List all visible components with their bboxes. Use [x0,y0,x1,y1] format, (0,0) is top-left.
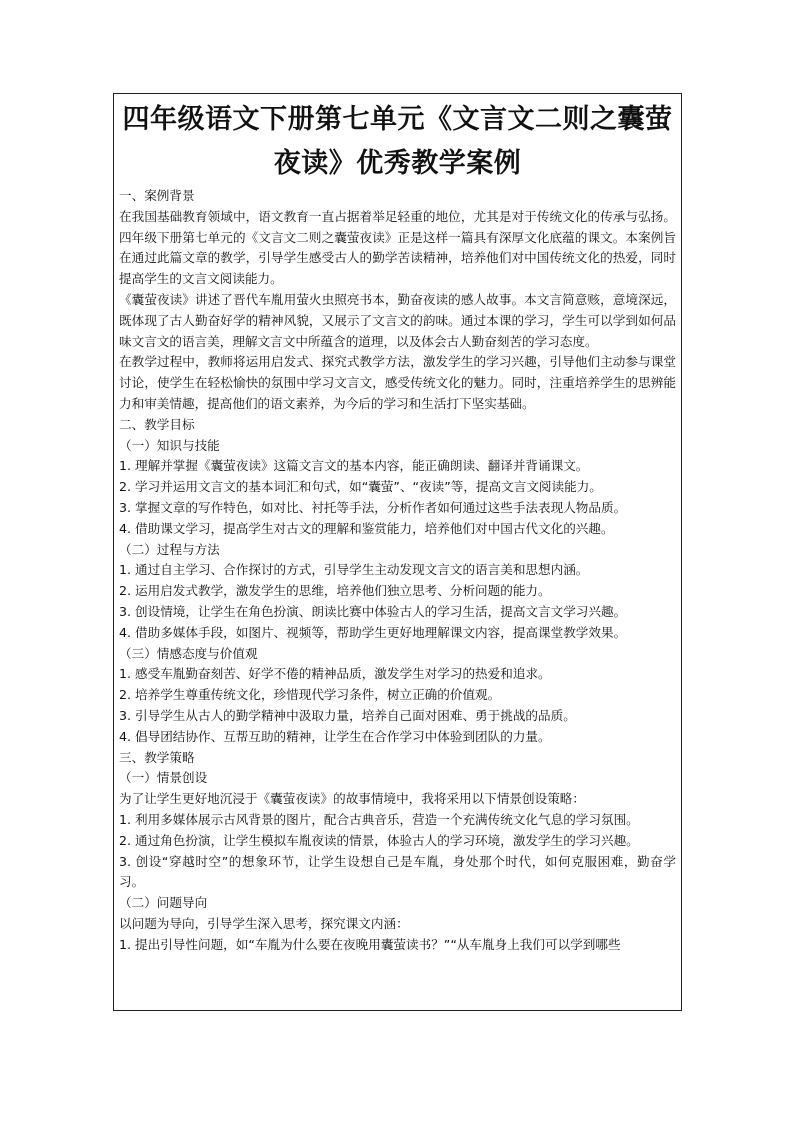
list-item: 3. 掌握文章的写作特色，如对比、衬托等手法，分析作者如何通过这些手法表现人物品质。 [119,499,627,515]
paragraph: 在教学过程中，教师将运用启发式、探究式教学方法，激发学生的学习兴趣，引导他们主动参与课堂讨论，使学生在轻松愉快的氛围中学习文言文，感受传统文化的魅力。同时，注重培养学生的思辨能力和审美情趣，提高他们的语文素养，为今后的学习和生活打下坚实基础。 [119,354,676,411]
list-item: 4. 倡导团结协作、互帮互助的精神，让学生在合作学习中体验到团队的力量。 [119,728,551,744]
subsection-heading: （一）情景创设 [119,770,208,786]
list-item: 2. 运用启发式教学，激发学生的思维，培养他们独立思考、分析问题的能力。 [119,583,551,599]
list-item: 3. 创设“穿越时空”的想象环节，让学生设想自己是车胤，身处那个时代，如何克服困难，勤奋学习。 [119,853,676,890]
list-item: 1. 理解并掌握《囊萤夜读》这篇文言文的基本内容，能正确朗读、翻译并背诵课文。 [119,458,589,474]
document-body [114,186,681,955]
list-item: 2. 通过角色扮演，让学生模拟车胤夜读的情景，体验古人的学习环境，激发学生的学习兴趣。 [119,832,639,848]
subsection-heading: （三）情感态度与价值观 [119,645,258,661]
list-item: 3. 创设情境，让学生在角色扮演、朗读比赛中体验古人的学习生活，提高文言文学习兴趣。 [119,603,627,619]
section-heading: 一、案例背景 [119,188,195,203]
list-item: 1. 提出引导性问题，如“车胤为什么要在夜晚用囊萤读书？”“从车胤身上我们可以学到哪些 [119,936,621,952]
list-item: 4. 借助课文学习，提高学生对古文的理解和鉴赏能力，培养他们对中国古代文化的兴趣。 [119,520,614,536]
document-title: 四年级语文下册第七单元《文言文二则之囊萤夜读》优秀教学案例 [122,104,673,179]
section-heading: 三、教学策略 [119,749,195,765]
subsection-heading: （二）过程与方法 [119,541,220,557]
list-item: 1. 感受车胤勤奋刻苦、好学不倦的精神品质，激发学生对学习的热爱和追求。 [119,666,551,682]
paragraph: 《囊萤夜读》讲述了晋代车胤用萤火虫照亮书本，勤奋夜读的感人故事。本文言简意赅，意境深远，既体现了古人勤奋好学的精神风貌，又展示了文言文的韵味。通过本课的学习，学生可以学到如何品味文言文的语言美，理解文言文中所蕴含的道理，以及体会古人勤奋刻苦的学习态度。 [119,291,676,349]
document-frame [113,93,682,1011]
paragraph: 以问题为导向，引导学生深入思考，探究课文内涵： [119,915,409,931]
subsection-heading: （二）问题导向 [119,895,208,911]
list-item: 1. 利用多媒体展示古风背景的图片，配合古典音乐，营造一个充满传统文化气息的学习氛围。 [119,811,639,827]
list-item: 2. 学习并运用文言文的基本词汇和句式，如“囊萤”、“夜读”等，提高文言文阅读能力。 [119,479,602,495]
list-item: 1. 通过自主学习、合作探讨的方式，引导学生主动发现文言文的语言美和思想内涵。 [119,562,589,578]
subsection-heading: （一）知识与技能 [119,437,220,453]
section-heading: 二、教学目标 [119,416,195,432]
list-item: 3. 引导学生从古人的勤学精神中汲取力量，培养自己面对困难、勇于挑战的品质。 [119,707,576,723]
list-item: 2. 培养学生尊重传统文化，珍惜现代学习条件，树立正确的价值观。 [119,687,501,703]
paragraph: 为了让学生更好地沉浸于《囊萤夜读》的故事情境中，我将采用以下情景创设策略： [119,791,585,807]
paragraph: 在我国基础教育领域中，语文教育一直占据着举足轻重的地位，尤其是对于传统文化的传承与弘扬。四年级下册第七单元的《文言文二则之囊萤夜读》正是这样一篇具有深厚文化底蕴的课文。本案例旨在通过此篇文章的教学，引导学生感受古人的勤学苦读精神，培养他们对中国传统文化的热爱，同时提高学生的文言文阅读能力。 [119,208,676,287]
list-item: 4. 借助多媒体手段，如图片、视频等，帮助学生更好地理解课文内容，提高课堂教学效果。 [119,624,627,640]
